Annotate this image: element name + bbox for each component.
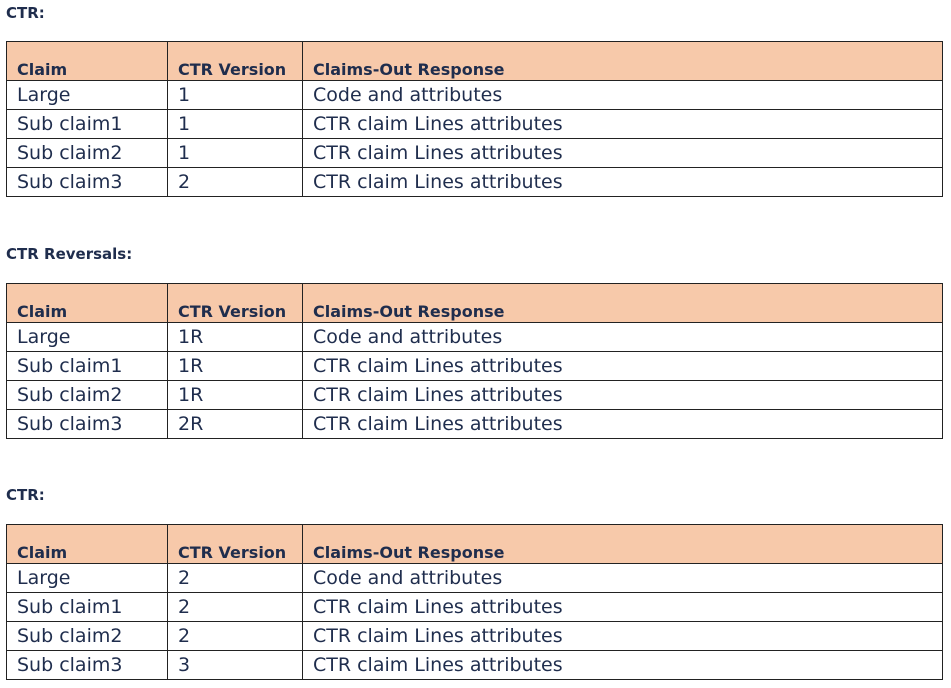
cell-claim: Sub claim2: [7, 139, 168, 168]
cell-claims-out-response: Code and attributes: [303, 323, 943, 352]
cell-claims-out-response: Code and attributes: [303, 81, 943, 110]
cell-ctr-version: 2: [168, 168, 303, 197]
table-row: [7, 323, 943, 352]
cell-ctr-version: 1: [168, 139, 303, 168]
ctr-reversals-table: [6, 283, 943, 439]
cell-claim: Large: [7, 564, 168, 593]
cell-claims-out-response: CTR claim Lines attributes: [303, 410, 943, 439]
table-row: [7, 593, 943, 622]
cell-claim: Sub claim1: [7, 593, 168, 622]
table-row: [7, 352, 943, 381]
cell-claims-out-response: CTR claim Lines attributes: [303, 139, 943, 168]
column-header-claim: Claim: [7, 525, 168, 564]
table-row: [7, 410, 943, 439]
column-header-claims-out-response: Claims-Out Response: [303, 42, 943, 81]
column-header-claims-out-response: Claims-Out Response: [303, 525, 943, 564]
section-title-ctr-reversals: CTR Reversals:: [6, 245, 133, 263]
cell-ctr-version: 2: [168, 622, 303, 651]
cell-ctr-version: 2: [168, 593, 303, 622]
cell-claims-out-response: CTR claim Lines attributes: [303, 352, 943, 381]
cell-claims-out-response: CTR claim Lines attributes: [303, 622, 943, 651]
column-header-ctr-version: CTR Version: [168, 525, 303, 564]
cell-claims-out-response: CTR claim Lines attributes: [303, 110, 943, 139]
cell-claim: Sub claim1: [7, 352, 168, 381]
table-row: [7, 564, 943, 593]
table-header-row: [7, 284, 943, 323]
column-header-claims-out-response: Claims-Out Response: [303, 284, 943, 323]
section-title-ctr-second: CTR:: [6, 486, 45, 504]
cell-ctr-version: 2: [168, 564, 303, 593]
cell-ctr-version: 2R: [168, 410, 303, 439]
cell-ctr-version: 1: [168, 81, 303, 110]
cell-claim: Sub claim1: [7, 110, 168, 139]
cell-claims-out-response: CTR claim Lines attributes: [303, 593, 943, 622]
cell-claim: Large: [7, 81, 168, 110]
cell-ctr-version: 1: [168, 110, 303, 139]
column-header-claim: Claim: [7, 42, 168, 81]
table-row: [7, 651, 943, 680]
table-row: [7, 139, 943, 168]
cell-claims-out-response: CTR claim Lines attributes: [303, 651, 943, 680]
cell-claim: Sub claim3: [7, 651, 168, 680]
table-header-row: [7, 525, 943, 564]
column-header-ctr-version: CTR Version: [168, 42, 303, 81]
table-row: [7, 168, 943, 197]
table-header-row: [7, 42, 943, 81]
cell-claim: Large: [7, 323, 168, 352]
table-row: [7, 622, 943, 651]
cell-claim: Sub claim3: [7, 168, 168, 197]
cell-ctr-version: 1R: [168, 352, 303, 381]
ctr-table: [6, 41, 943, 197]
cell-claim: Sub claim2: [7, 381, 168, 410]
cell-claims-out-response: CTR claim Lines attributes: [303, 168, 943, 197]
cell-claims-out-response: CTR claim Lines attributes: [303, 381, 943, 410]
section-title-ctr: CTR:: [6, 4, 45, 22]
cell-ctr-version: 1R: [168, 323, 303, 352]
cell-claim: Sub claim2: [7, 622, 168, 651]
cell-claims-out-response: Code and attributes: [303, 564, 943, 593]
column-header-claim: Claim: [7, 284, 168, 323]
table-row: [7, 110, 943, 139]
column-header-ctr-version: CTR Version: [168, 284, 303, 323]
table-row: [7, 81, 943, 110]
ctr-second-table: [6, 524, 943, 680]
cell-claim: Sub claim3: [7, 410, 168, 439]
cell-ctr-version: 1R: [168, 381, 303, 410]
cell-ctr-version: 3: [168, 651, 303, 680]
table-row: [7, 381, 943, 410]
